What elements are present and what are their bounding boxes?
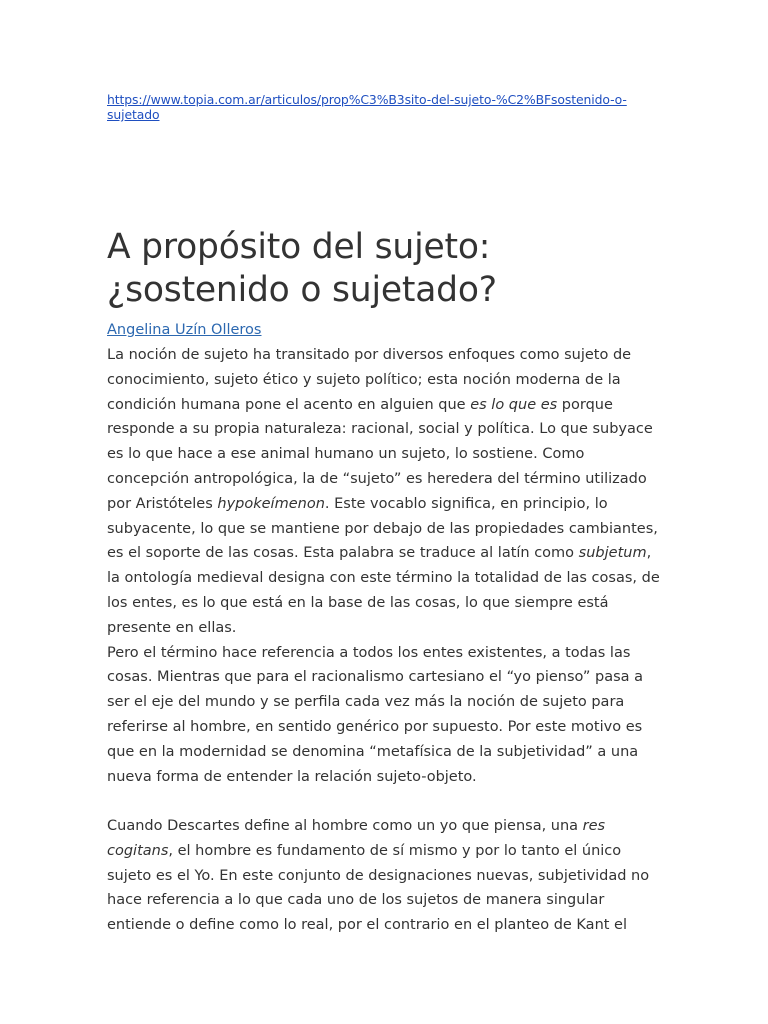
- paragraph-line: conocimiento, sujeto ético y sujeto político; esta noción moderna de la: [107, 371, 621, 388]
- paragraph-line: que en la modernidad se denomina “metafísica de la subjetividad” a una: [107, 743, 639, 760]
- paragraph-line: responde a su propia naturaleza: racional, social y política. Lo que subyace: [107, 421, 653, 438]
- text-run: condición humana pone el acento en alguien que: [107, 396, 471, 413]
- italic-term: hypokeímenon: [217, 495, 325, 512]
- article-title: [107, 226, 663, 312]
- italic-term: es lo que es: [470, 396, 558, 413]
- paragraph-line: referirse al hombre, en sentido genérico por supuesto. Por este motivo es: [107, 718, 643, 735]
- source-url-line-1: https://www.topia.com.ar/articulos/prop%C3%B3sito-del-sujeto-%C2%BFsostenido-o-: [107, 92, 627, 107]
- body-paragraph-3: [107, 814, 663, 938]
- paragraph-line: hace referencia a lo que cada uno de los sujetos de manera singular: [107, 892, 605, 909]
- italic-term: res: [582, 818, 606, 834]
- article-title-line-1: A propósito del sujeto:: [107, 227, 491, 267]
- paragraph-line: [107, 839, 663, 864]
- text-run: Cuando Descartes define al hombre como un yo que piensa, una: [107, 818, 583, 834]
- paragraph-line: [107, 492, 663, 517]
- text-run: . Este vocablo significa, en principio, lo: [324, 495, 608, 512]
- article-title-line-2: ¿sostenido o sujetado?: [107, 270, 497, 310]
- source-url-line-2: sujetado: [107, 107, 160, 122]
- italic-term: subjetum: [578, 545, 647, 562]
- paragraph-line: concepción antropológica, la de “sujeto” es heredera del término utilizado: [107, 470, 647, 487]
- paragraph-line: sujeto es el Yo. En este conjunto de designaciones nuevas, subjetividad no: [107, 867, 650, 884]
- text-run: ,: [646, 545, 652, 562]
- paragraph-line: Pero el término hace referencia a todos los entes existentes, a todas las: [107, 644, 631, 661]
- paragraph-line: nueva forma de entender la relación sujeto-objeto.: [107, 768, 477, 785]
- paragraph-line: [107, 814, 663, 839]
- paragraph-line: entiende o define como lo real, por el contrario en el planteo de Kant el: [107, 917, 628, 934]
- author-link[interactable]: Angelina Uzín Olleros: [107, 322, 262, 338]
- paragraph-line: subyacente, lo que se mantiene por debajo de las propiedades cambiantes,: [107, 520, 658, 537]
- paragraph-line: La noción de sujeto ha transitado por diversos enfoques como sujeto de: [107, 347, 632, 363]
- text-run: por Aristóteles: [107, 495, 218, 512]
- paragraph-line: [107, 541, 663, 566]
- paragraph-line: la ontología medieval designa con este término la totalidad de las cosas, de: [107, 570, 660, 587]
- paragraph-line: ser el eje del mundo y se perfila cada vez más la noción de sujeto para: [107, 694, 625, 711]
- paragraph-line: es lo que hace a ese animal humano un sujeto, lo sostiene. Como: [107, 446, 585, 463]
- source-url-link[interactable]: [107, 92, 655, 122]
- text-run: es el soporte de las cosas. Esta palabra se traduce al latín como: [107, 545, 579, 562]
- body-paragraphs-1-2: [107, 343, 663, 789]
- paragraph-line: los entes, es lo que está en la base de las cosas, lo que siempre está: [107, 594, 609, 611]
- italic-term: cogitans: [107, 842, 169, 859]
- paragraph-line: cosas. Mientras que para el racionalismo cartesiano el “yo pienso” pasa a: [107, 669, 644, 686]
- paragraph-line: presente en ellas.: [107, 619, 237, 636]
- text-run: , el hombre es fundamento de sí mismo y por lo tanto el único: [168, 842, 622, 859]
- text-run: porque: [557, 396, 613, 413]
- paragraph-line: [107, 393, 663, 418]
